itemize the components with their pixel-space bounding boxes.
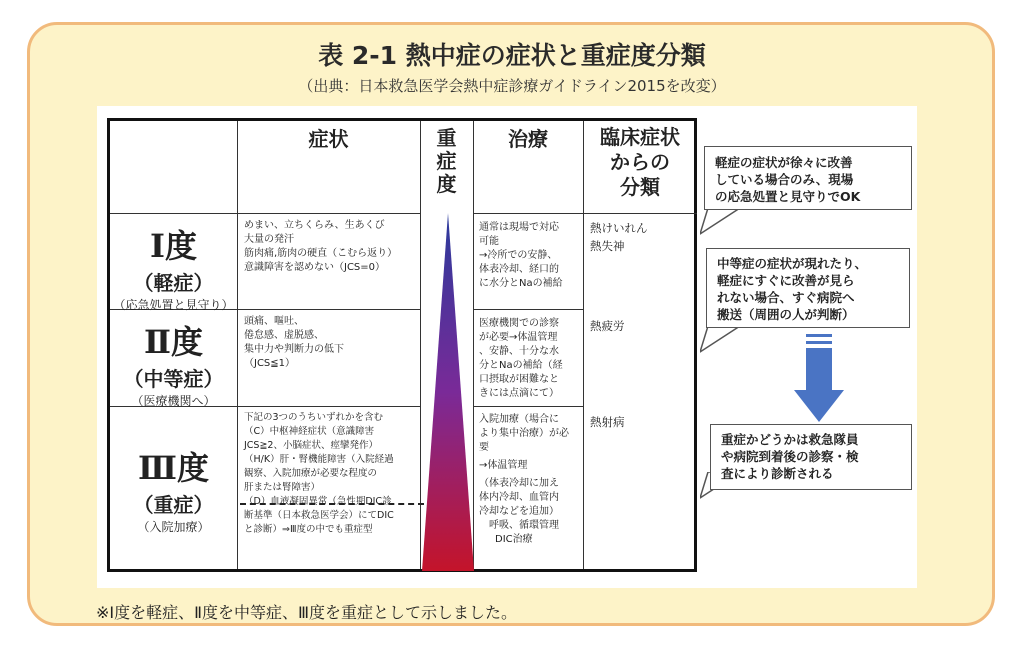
symptoms-grade-1 (244, 219, 416, 275)
header-clinical-line: 分類 (620, 175, 660, 199)
treatment-line: 可能 (479, 236, 499, 247)
header-treatment: 治療 (508, 127, 548, 151)
symptom-line: 大量の発汗 (244, 234, 294, 245)
row-divider (473, 213, 697, 214)
clinical-label: 熱射病 (590, 415, 625, 429)
symptom-line: （JCS≦1） (244, 358, 296, 369)
col-divider (237, 121, 238, 569)
symptom-line: 倦怠感、虚脱感、 (244, 330, 324, 341)
treatment-line: 通常は現場で対応 (479, 222, 559, 233)
grade-3-cell (110, 443, 237, 535)
clinical-grade-2 (590, 317, 625, 335)
down-arrow-icon (794, 334, 844, 424)
header-symptoms: 症状 (308, 127, 349, 151)
clinical-grade-1 (590, 219, 648, 255)
callout-line: 中等症の症状が現れたり、 (717, 256, 868, 271)
symptom-line: JCS≧2、小脳症状、痙攣発作） (244, 440, 378, 451)
treatment-line: （体表冷却に加え (479, 478, 559, 489)
treatment-line: DIC治療 (495, 534, 533, 545)
callout-moderate (706, 248, 910, 328)
callout-line: の応急処置と見守りでOK (715, 189, 861, 204)
source-subtitle: （出典：日本救急医学会熱中症診療ガイドライン2015を改変） (298, 77, 726, 95)
grade-level: （重症） (133, 493, 214, 517)
treatment-line: 入院加療（場合に (479, 414, 559, 425)
header-clinical-line: 臨床症状 (600, 125, 680, 149)
clinical-label: 熱疲労 (590, 319, 625, 333)
symptom-line: 筋肉痛,筋肉の硬直（こむら返り） (244, 248, 398, 259)
callout-severe (710, 424, 912, 490)
callout-pointer (700, 326, 760, 356)
treatment-line: 、安静、十分な水 (479, 346, 559, 357)
page-title: 表 2-1 熱中症の症状と重症度分類 (318, 41, 706, 70)
callout-pointer (700, 208, 760, 238)
grade-note: （医療機関へ） (131, 394, 216, 408)
treatment-line: 冷却などを追加） (479, 506, 559, 517)
treatment-line: 体表冷却、経口的 (479, 264, 559, 275)
grade-2-cell (110, 317, 237, 409)
treatment-line: きには点滴にて） (479, 388, 559, 399)
clinical-grade-3 (590, 413, 625, 431)
row-divider (473, 309, 583, 310)
treatment-line: →冷所での安静、 (479, 250, 558, 261)
symptom-line: 下記の3つのうちいずれかを含む (244, 412, 384, 423)
treatment-line: 分とNaの補給（経 (479, 360, 563, 371)
symptom-line: と診断）⇒Ⅲ度の中でも重症型 (244, 524, 373, 535)
callout-line: 搬送（周囲の人が判断） (717, 307, 855, 322)
treatment-line: に水分とNaの補給 (479, 278, 563, 289)
footnote: ※Ⅰ度を軽症、Ⅱ度を中等症、Ⅲ度を重症として示しました。 (96, 603, 518, 622)
symptom-line: 断基準（日本救急医学会）にてDIC (244, 510, 394, 521)
treatment-line: 呼吸、循環管理 (489, 520, 559, 531)
symptom-line: （C）中枢神経症状（意識障害 (244, 426, 375, 437)
callout-line: 査により診断される (721, 466, 834, 481)
grade-note: （応急処置と見守り） (113, 298, 234, 312)
treatment-line: 医療機関での診察 (479, 318, 559, 329)
grade-label: Ⅲ度 (138, 449, 209, 487)
symptom-line: （H/K）肝・腎機能障害（入院経過 (244, 454, 394, 465)
treatment-grade-2 (479, 317, 581, 401)
callout-line: や病院到着後の診察・検 (721, 449, 859, 464)
row-divider (473, 406, 583, 407)
header-clinical (583, 125, 697, 200)
symptom-line: 頭痛、嘔吐、 (244, 316, 304, 327)
symptoms-grade-3 (244, 411, 418, 537)
grade-1-cell (110, 221, 237, 313)
callout-line: 重症かどうかは救急隊員 (721, 432, 859, 447)
treatment-line: が必要→体温管理 (479, 332, 558, 343)
symptom-line: 観察、入院加療が必要な程度の (244, 468, 378, 479)
symptom-line: 集中力や判断力の低下 (244, 344, 344, 355)
treatment-line: →体温管理 (479, 460, 528, 471)
header-severity-char: 度 (436, 172, 457, 196)
treatment-line: 口摂取が困難なと (479, 374, 559, 385)
callout-line: れない場合、すぐ病院へ (717, 290, 855, 305)
header-severity-char: 重 (436, 126, 457, 150)
row-divider (110, 213, 420, 214)
symptom-line: めまい、立ちくらみ、生あくび (244, 220, 385, 231)
dashed-divider (240, 503, 424, 505)
callout-line: している場合のみ、現場 (715, 172, 854, 187)
treatment-line: 要 (479, 442, 489, 453)
clinical-label: 熱失神 (590, 239, 625, 253)
treatment-line: 体内冷却、血管内 (479, 492, 559, 503)
severity-gradient-triangle (422, 213, 474, 571)
treatment-grade-3 (479, 413, 581, 547)
grade-label: Ⅰ度 (150, 227, 197, 265)
header-clinical-line: からの (610, 150, 670, 174)
grade-label: Ⅱ度 (144, 323, 203, 361)
callout-line: 軽症にすぐに改善が見ら (717, 273, 855, 288)
grade-level: （軽症） (133, 271, 214, 295)
callout-mild (704, 146, 912, 210)
treatment-grade-1 (479, 221, 581, 291)
symptom-line: 肝または腎障害） (244, 482, 321, 493)
header-severity-char: 症 (436, 149, 457, 173)
header-severity (420, 127, 473, 196)
grade-note: （入院加療） (137, 520, 210, 534)
severity-table (107, 118, 697, 572)
callout-line: 軽症の症状が徐々に改善 (715, 155, 853, 170)
symptom-line: 意識障害を認めない（JCS=0） (244, 262, 386, 273)
grade-level: （中等症） (123, 367, 224, 391)
treatment-line: より集中治療）が必 (479, 428, 569, 439)
symptoms-grade-2 (244, 315, 416, 371)
symptom-line: （D）血液凝固異常（急性期DIC診 (244, 496, 392, 507)
clinical-label: 熱けいれん (590, 221, 648, 235)
